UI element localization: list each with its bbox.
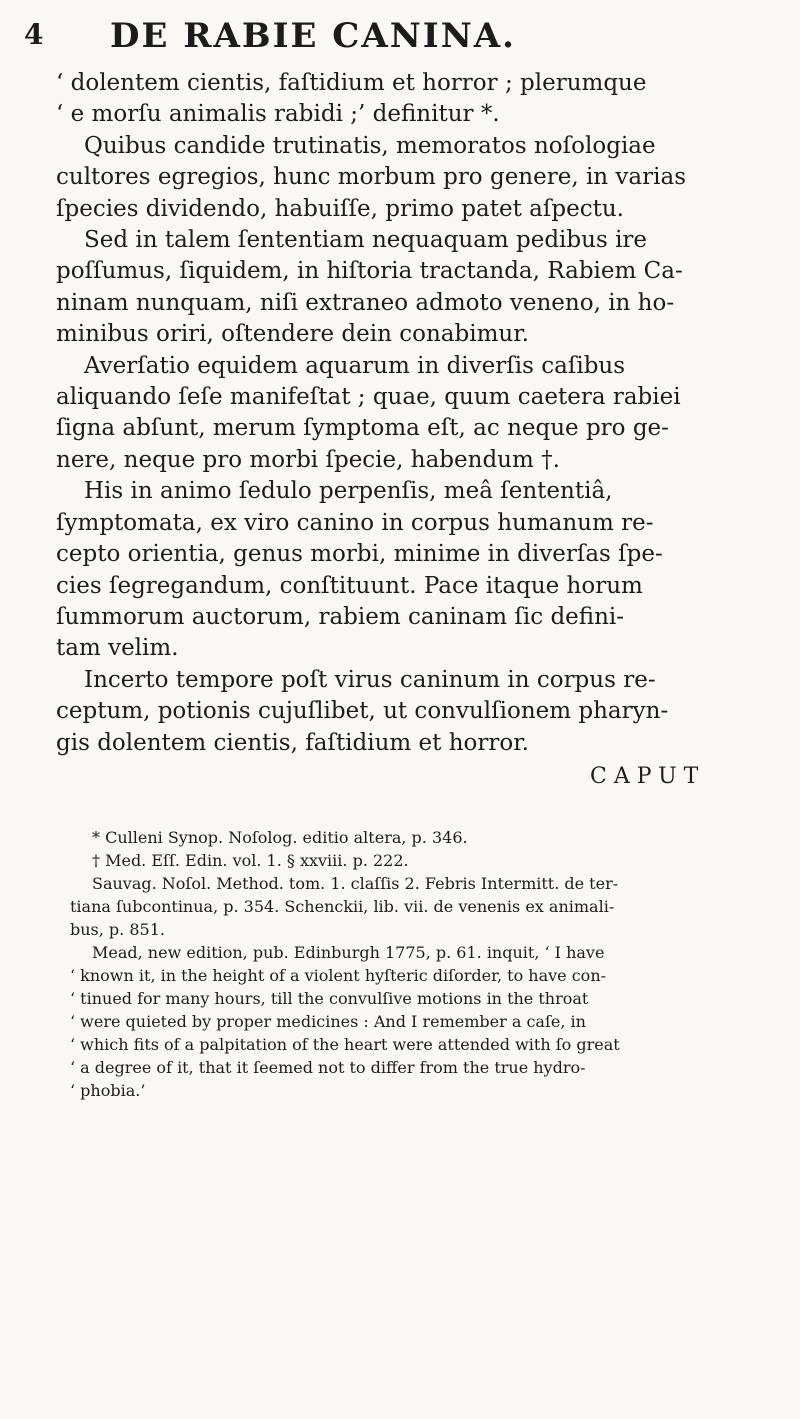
text-line: poſſumus, ſiquidem, in hiſtoria tractanda, Rabiem Ca- (56, 258, 683, 285)
text-line: ſummorum auctorum, rabiem caninam ſic defini- (56, 603, 625, 630)
footnote-line: ‘ were quieted by proper medicines : And I remember a caſe, in (70, 1012, 586, 1031)
text-line: Sed in talem ſententiam nequaquam pedibus ire (84, 227, 648, 254)
text-line: ſigna abſunt, merum ſymptoma eſt, ac neque pro ge- (56, 415, 669, 442)
page-header (0, 14, 800, 62)
text-line: Quibus candide trutinatis, memoratos noſologiae (84, 132, 656, 159)
text-line: minibus oriri, oſtendere dein conabimur. (56, 321, 529, 348)
footnote-line: ‘ tinued for many hours, till the convulſive motions in the throat (70, 989, 589, 1008)
text-line: ſpecies dividendo, habuiſſe, primo patet aſpectu. (56, 195, 624, 222)
footnote-line: † Med. Eſſ. Edin. vol. 1. § xxviii. p. 222. (92, 851, 409, 870)
text-line: ſymptomata, ex viro canino in corpus humanum re- (56, 509, 654, 536)
text-line: aliquando ſeſe manifeſtat ; quae, quum caetera rabiei (56, 384, 681, 411)
footnote-line: * Culleni Synop. Noſolog. editio altera, p. 346. (92, 828, 468, 847)
footnote-line: Sauvag. Noſol. Method. tom. 1. claſſis 2. Febris Intermitt. de ter- (92, 874, 619, 893)
footnote-line: Mead, new edition, pub. Edinburgh 1775, p. 61. inquit, ‘ I have (92, 943, 605, 962)
footnote-line: tiana ſubcontinua, p. 354. Schenckii, lib. vii. de venenis ex animali- (70, 897, 615, 916)
text-line: ‘ e morſu animalis rabidi ;’ definitur *. (56, 101, 500, 128)
text-line: ‘ dolentem cientis, faſtidium et horror ; plerumque (56, 70, 647, 96)
text-line: ceptum, potionis cujuſlibet, ut convulſionem pharyn- (56, 698, 669, 725)
text-line: gis dolentem cientis, faſtidium et horror. (56, 729, 529, 756)
text-line: Incerto tempore poſt virus caninum in corpus re- (84, 666, 656, 693)
page-number: 4 (24, 18, 44, 51)
text-line: Averſatio equidem aquarum in diverſis caſibus (84, 352, 626, 379)
footnote-line: ‘ known it, in the height of a violent hyſteric diſorder, to have con- (70, 966, 607, 985)
footnote-line: ‘ phobia.’ (70, 1081, 146, 1100)
footnote-line: bus, p. 851. (70, 920, 165, 939)
main-text (56, 68, 768, 759)
text-line: cies ſegregandum, conſtituunt. Pace itaque horum (56, 572, 643, 599)
footnote-line: ‘ a degree of it, that it ſeemed not to differ from the true hydro- (70, 1058, 586, 1077)
text-line: His in animo ſedulo perpenſis, meâ ſententiâ, (84, 478, 613, 505)
footnotes (70, 826, 770, 1102)
running-head: DE RABIE CANINA. (110, 16, 516, 56)
text-line: cepto orientia, genus morbi, minime in diverſas ſpe- (56, 541, 663, 568)
footnote-line: ‘ which fits of a palpitation of the heart were attended with ſo great (70, 1035, 620, 1054)
text-line: cultores egregios, hunc morbum pro genere, in varias (56, 164, 687, 191)
text-line: ninam nunquam, niſi extraneo admoto veneno, in ho- (56, 289, 675, 316)
catchword: CAPUT (590, 764, 706, 789)
text-line: nere, neque pro morbi ſpecie, habendum †. (56, 446, 560, 473)
text-line: tam velim. (56, 635, 179, 662)
